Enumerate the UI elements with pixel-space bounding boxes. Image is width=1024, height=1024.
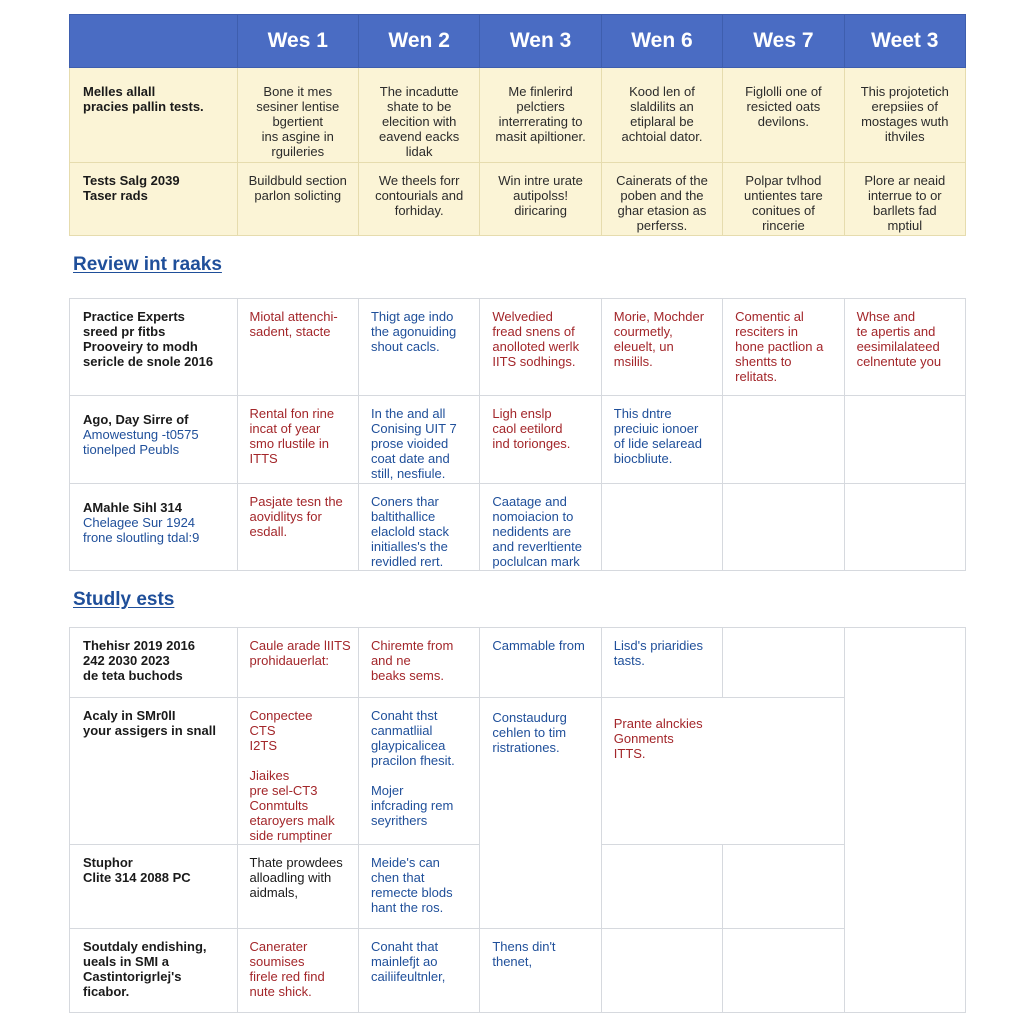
table-cell [358,698,479,845]
cell-text-line: Figlolli one of [745,84,822,99]
cell-text-line: Conmtults [249,798,309,813]
cell-text-line: Melles allall [83,84,156,99]
cell-text-line: cailiifeultnler, [370,969,446,984]
cell-text-line: thenet, [492,954,533,969]
section-title-study: Studly ests [73,589,175,610]
cell-text-line: Prooveiry to modh [83,339,198,354]
cell-text-line: mainlefjt ao [370,954,438,969]
cell-text-line: Coners thar [370,494,439,509]
cell-text-line: parlon solicting [254,188,342,203]
table-cell [601,845,722,929]
table-cell [237,396,358,484]
cell-text-line: biocbliute. [613,451,673,466]
row-sublabel: Chelagee Sur 1924 [83,515,196,530]
cell-text-line: Buildbuld section [248,173,347,188]
cell-text-line: shentts to [735,354,792,369]
cell-text-line: pracies pallin tests. [83,99,204,114]
column-header: Wen 2 [358,15,479,68]
column-header: Wen 3 [480,15,601,68]
cell-text-line: This dntre [613,406,672,421]
table-cell [723,628,844,698]
cell-text-line: aidmals, [249,885,298,900]
cell-text-line [250,753,352,768]
row-label [70,698,238,845]
cell-text-line: poclulcan mark [492,554,580,569]
cell-text-line: hone pactlion a [735,339,824,354]
table-cell [601,484,722,571]
table-row [70,484,966,571]
cell-text-line: erepsiies of [871,99,939,114]
row-label [70,628,238,698]
cell-text-line: ueals in SMI a [83,954,169,969]
row-label [70,484,238,571]
cell-text-line: hant the ros. [370,900,444,915]
cell-text-line: The incadutte [379,84,459,99]
cell-text-line: Gonments [613,731,674,746]
cell-text-line: smo rlustile in [249,436,330,451]
cell-text-line: nedidents are [492,524,572,539]
table-row [70,68,966,163]
cell-text-line: ind torionges. [492,436,571,451]
cell-text-line: infcrading rem [370,798,454,813]
cell-text-line: Thigt age indo [370,309,454,324]
cell-text-line: etaroyers malk [249,813,335,828]
cell-text-line: shout cacls. [370,339,440,354]
cell-text-line: ficabor. [83,984,130,999]
table-cell [723,68,844,163]
table-cell [601,163,722,236]
cell-text-line: Thehisr 2019 2016 [83,638,196,653]
cell-text-line: Pasjate tesn the [249,494,343,509]
cell-text-line: sesiner lentise [256,99,340,114]
cell-text-line: Conising UIT 7 [370,421,457,436]
cell-text-line: of lide selaread [613,436,702,451]
cell-text-line: Win intre urate [498,173,583,188]
table-cell [480,396,601,484]
row-label [70,68,238,163]
row-label [70,845,238,929]
cell-text-line: initialles's the [370,539,448,554]
table-cell [480,68,601,163]
cell-text-line: Morie, Mochder [613,309,705,324]
cell-text-line: Thens din't [492,939,556,954]
cell-text-line: seyrithers [370,813,428,828]
cell-text-line: Tests Salg 2039 [83,173,180,188]
table-cell [723,845,844,929]
cell-text-line: rguileries [271,144,325,159]
row-sublabel: Amowestung -t0575 [83,427,199,442]
cell-text-line: pracilon fhesit. [370,753,455,768]
cell-text-line: Caatage and [492,494,567,509]
table-cell [601,929,722,1013]
cell-text-line: untientes tare [743,188,823,203]
cell-text-line: coat date and [370,451,450,466]
cell-text-line: Rental fon rine [249,406,335,421]
cell-text-line: AMahle Sihl 314 [83,500,182,515]
cell-text-line: prose vioided [370,436,449,451]
cell-text-line: poben and the [620,188,704,203]
cell-text-line: autipolss! [513,188,569,203]
cell-text-line: Constaudurg [492,710,567,725]
cell-text-line: alloadling with [249,870,332,885]
cell-text-line: contourials and [375,188,464,203]
cell-text-line: Welvedied [492,309,553,324]
cell-text-line: perferss. [636,218,688,233]
cell-text-line: ristrationes. [492,740,560,755]
cell-text-line: Comentic al [735,309,804,324]
cell-text-line: baltithallice [370,509,436,524]
cell-text-line: conitues of [751,203,815,218]
table-cell [237,163,358,236]
cell-text-line: revidled rert. [370,554,444,569]
review-table [69,298,966,571]
cell-text-line: te apertis and [856,324,936,339]
table-cell [237,299,358,396]
cell-text-line: IITS sodhings. [492,354,576,369]
table-row [70,929,966,1013]
cell-text-line: eleuelt, un [613,339,674,354]
table-cell [844,396,965,484]
cell-text-line: Thate prowdees [249,855,343,870]
table-cell [237,628,358,698]
table-cell [480,698,601,929]
table-cell [601,396,722,484]
cell-text-line: interrerating to [498,114,583,129]
cell-text-line: Caule arade lIITS [249,638,351,653]
table-cell [237,484,358,571]
cell-text-line: sericle de snole 2016 [83,354,214,369]
table-cell [358,68,479,163]
cell-text-line: firele red find [249,969,325,984]
cell-text-line: Ligh enslp [492,406,552,421]
cell-text-line: This projotetich [860,84,949,99]
cell-text-line: Conpectee [249,708,313,723]
cell-text-line: In the and all [370,406,446,421]
table-row [70,163,966,236]
table-cell [601,68,722,163]
cell-text-line: relitats. [735,369,778,384]
cell-text-line: Stuphor [83,855,133,870]
cell-text-line: Clite 314 2088 PC [83,870,191,885]
cell-text-line: Conaht thst [370,708,438,723]
cell-text-line: chen that [370,870,425,885]
schedule-page [69,14,966,1013]
table-cell [723,163,844,236]
cell-text-line: beaks sems. [370,668,444,683]
cell-text-line: Practice Experts [83,309,185,324]
cell-text-line: ins asgine in [261,129,334,144]
cell-text-line: Cainerats of the [616,173,708,188]
cell-text-line: Lisd's priaridies [613,638,703,653]
cell-text-line: Taser rads [83,188,148,203]
table-cell [358,484,479,571]
cell-text-line: Ago, Day Sirre of [83,412,189,427]
cell-text-line: Canerater [249,939,308,954]
table-cell [601,628,722,698]
cell-text-line: pelctiers [516,99,565,114]
cell-text-line: pre sel-CT3 [249,783,318,798]
cell-text-line: still, nesfiule. [370,466,446,481]
column-header: Weet 3 [844,15,965,68]
cell-text-line: cehlen to tim [492,725,567,740]
table-cell [723,299,844,396]
cell-text-line: ITTS. [613,746,646,761]
table-cell [358,929,479,1013]
cell-text-line: incat of year [249,421,321,436]
cell-text-line: Meide's can [370,855,440,870]
cell-text-line: tasts. [613,653,645,668]
cell-text-line: sadent, stacte [249,324,331,339]
section-title-review: Review int raaks [73,254,222,275]
cell-text-line: caol eetilord [492,421,563,436]
table-cell [723,929,844,1013]
corner-cell [70,15,238,68]
table-cell [358,845,479,929]
cell-text-line: resciters in [735,324,799,339]
cell-text-line: the agonuiding [370,324,457,339]
cell-text-line: Whse and [856,309,916,324]
cell-text-line: ithviles [884,129,925,144]
cell-text-line: Me finlerird [508,84,573,99]
cell-text-line: Kood len of [629,84,695,99]
column-header: Wes 1 [237,15,358,68]
row-label [70,163,238,236]
cell-text-line: CTS [249,723,276,738]
table-cell [601,698,844,845]
cell-text-line: nomoiacion to [492,509,574,524]
cell-text-line: your assigers in snall [83,723,216,738]
cell-text-line: aovidlitys for [249,509,322,524]
table-cell [358,299,479,396]
cell-text-line: esdall. [249,524,288,539]
cell-text-line: slaldilits an [630,99,694,114]
cell-text-line: canmatliial [370,723,433,738]
cell-text-line: Prante alnckies [613,716,703,731]
cell-text-line: mptiul [887,218,923,233]
table-cell [723,484,844,571]
table-cell [480,163,601,236]
row-label [70,929,238,1013]
cell-text-line: Chiremte from [370,638,454,653]
cell-text-line: Soutdaly endishing, [83,939,207,954]
cell-text-line: shate to be [386,99,452,114]
cell-text-line: Plore ar neaid [864,173,946,188]
column-header: Wes 7 [723,15,844,68]
cell-text-line: eavend eacks [379,129,460,144]
cell-text-line: and ne [370,653,411,668]
cell-text-line: de teta buchods [83,668,183,683]
cell-text-line: Miotal attenchi- [249,309,338,324]
table-cell [844,299,965,396]
table-cell [237,845,358,929]
cell-text-line: glaypicalicea [370,738,446,753]
cell-text-line: Castintorigrlej's [83,969,182,984]
cell-text-line: celnentute you [856,354,942,369]
table-cell [480,628,601,698]
table-cell [237,698,358,845]
table-cell [480,929,601,1013]
table-cell [601,299,722,396]
cell-text-line: Bone it mes [263,84,333,99]
cell-text-line: Conaht that [370,939,439,954]
cell-text-line: remecte blods [370,885,453,900]
cell-text-line: ghar etasion as [617,203,707,218]
cell-text-line: elaclold stack [370,524,449,539]
cell-text-line: sreed pr fitbs [83,324,166,339]
row-label [70,299,238,396]
cell-text-line: diricaring [514,203,567,218]
table-row [70,628,966,698]
cell-text-line: Cammable from [492,638,585,653]
table-cell [358,628,479,698]
table-row [70,396,966,484]
cell-text-line [371,768,473,783]
cell-text-line: achtoial dator. [621,129,703,144]
table-row [70,698,966,845]
cell-text-line: forhiday. [394,203,444,218]
cell-text-line: soumises [249,954,305,969]
row-sublabel: tionelped Peubls [83,442,180,457]
cell-text-line: Jiaikes [249,768,290,783]
table-cell [480,299,601,396]
cell-text-line: Mojer [370,783,404,798]
table-cell [480,484,601,571]
cell-text-line: bgertient [272,114,324,129]
cell-text-line: courmetly, [613,324,673,339]
cell-text-line: masit apiltioner. [495,129,586,144]
cell-text-line: interrue to or [867,188,942,203]
cell-text-line: 242 2030 2023 [83,653,170,668]
cell-text-line: msilils. [613,354,653,369]
table-cell [844,163,965,236]
cell-text-line: elecition with [381,114,457,129]
table-cell [844,628,965,1013]
row-sublabel: frone sloutling tdal:9 [83,530,200,545]
table-cell [358,163,479,236]
cell-text-line: rincerie [762,218,805,233]
cell-text-line: fread snens of [492,324,575,339]
cell-text-line: prohidauerlat: [249,653,330,668]
column-header: Wen 6 [601,15,722,68]
study-table [69,627,966,1013]
table-cell [723,396,844,484]
cell-text-line: I2TS [249,738,278,753]
table-cell [237,68,358,163]
cell-text-line: side rumptiner [249,828,332,843]
table-cell [844,484,965,571]
cell-text-line: barllets fad [872,203,937,218]
cell-text-line: etiplaral be [630,114,694,129]
cell-text-line: ITTS [249,451,278,466]
row-label [70,396,238,484]
cell-text-line: anolloted werlk [492,339,580,354]
weekly-plan-table [69,14,966,236]
cell-text-line: nute shick. [249,984,312,999]
table-cell [358,396,479,484]
cell-text-line: Polpar tvlhod [745,173,822,188]
table-cell [237,929,358,1013]
cell-text-line: eesimilalateed [856,339,940,354]
cell-text-line: and reverltiente [492,539,582,554]
cell-text-line: mostages wuth [861,114,949,129]
cell-text-line: Acaly in SMr0lI [83,708,176,723]
cell-text-line: lidak [405,144,433,159]
table-row [70,299,966,396]
table-cell [844,68,965,163]
cell-text-line: resicted oats [746,99,821,114]
cell-text-line: devilons. [757,114,810,129]
cell-text-line: We theels forr [378,173,460,188]
cell-text-line: preciuic ionoer [613,421,699,436]
